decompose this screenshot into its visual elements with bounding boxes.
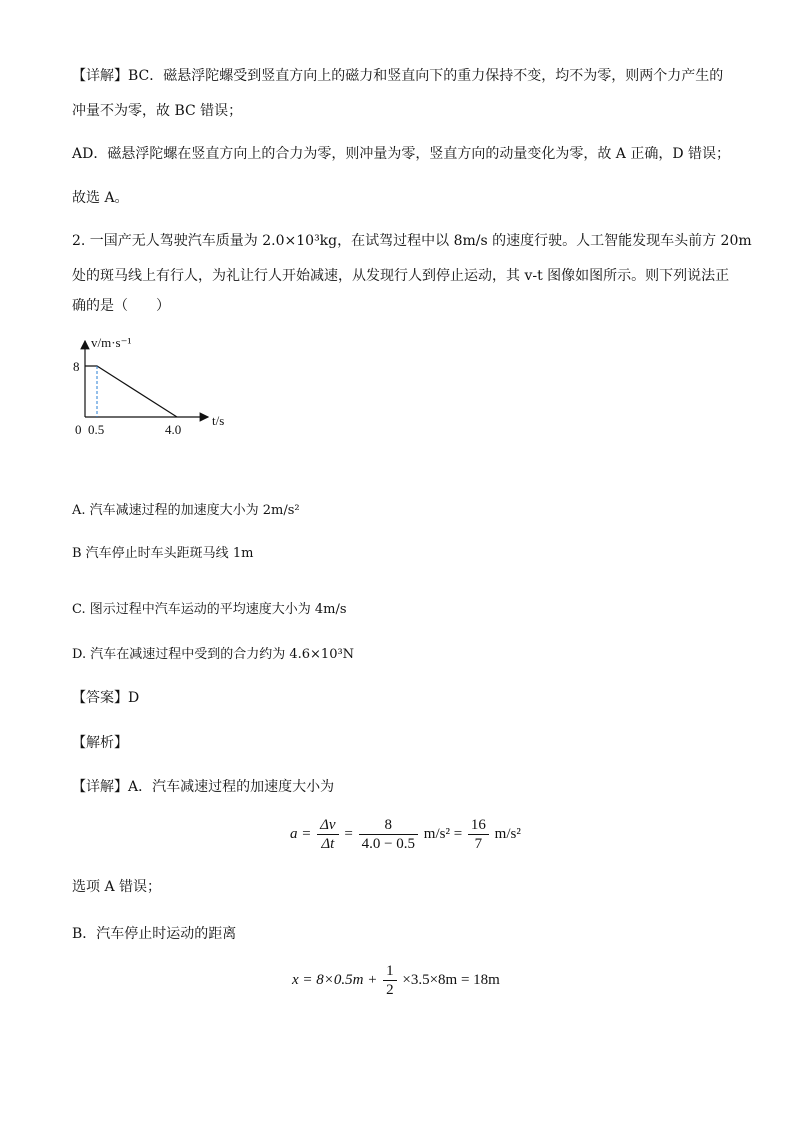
eq1-unit: m/s² = bbox=[423, 825, 463, 842]
conclusion-line: 故选 A。 bbox=[72, 190, 129, 206]
eq2-lhs: x = 8×0.5m + bbox=[292, 971, 378, 988]
answer-label: 【答案】D bbox=[72, 690, 140, 706]
acceleration-equation bbox=[290, 816, 521, 853]
option-c: C. 图示过程中汽车运动的平均速度大小为 4m/s bbox=[72, 602, 347, 617]
y-tick-8: 8 bbox=[73, 359, 80, 374]
eq2-rhs: ×3.5×8m = 18m bbox=[402, 971, 500, 988]
eq1-frac-2 bbox=[359, 816, 418, 853]
eq2-den: 2 bbox=[386, 982, 394, 998]
explanation-line-2: 冲量不为零，故 BC 错误； bbox=[72, 103, 243, 119]
eq1-den1: Δt bbox=[321, 836, 335, 852]
y-axis-label: v/m·s⁻¹ bbox=[91, 335, 132, 350]
detail-a-line: 【详解】A．汽车减速过程的加速度大小为 bbox=[72, 779, 335, 795]
detail-b-line: B．汽车停止时运动的距离 bbox=[72, 926, 237, 942]
analysis-label: 【解析】 bbox=[72, 735, 128, 751]
option-b: B 汽车停止时车头距斑马线 1m bbox=[72, 546, 254, 561]
x-axis-label: t/s bbox=[212, 413, 225, 428]
vt-graph bbox=[70, 335, 230, 440]
eq1-den3: 7 bbox=[474, 836, 483, 852]
velocity-line bbox=[85, 366, 177, 417]
x-tick-4-0: 4.0 bbox=[165, 422, 182, 437]
origin-label: 0 bbox=[75, 422, 82, 437]
question-line-3: 确的是（ ） bbox=[72, 298, 170, 314]
option-a: A. 汽车减速过程的加速度大小为 2m/s² bbox=[72, 503, 300, 518]
explanation-line-1: 【详解】BC．磁悬浮陀螺受到竖直方向上的磁力和竖直向下的重力保持不变，均不为零，则两个力产生的 bbox=[72, 68, 724, 84]
eq2-frac bbox=[383, 962, 397, 999]
eq1-frac-1 bbox=[317, 816, 338, 853]
eq2-num: 1 bbox=[383, 962, 397, 981]
x-tick-0-5: 0.5 bbox=[88, 422, 105, 437]
distance-equation bbox=[292, 962, 500, 999]
eq1-lhs: a = bbox=[290, 825, 312, 842]
eq1-num2: 8 bbox=[359, 816, 418, 835]
result-a-line: 选项 A 错误； bbox=[72, 879, 162, 895]
eq1-equals: = bbox=[344, 825, 353, 842]
question-line-2: 处的斑马线上有行人，为礼让行人开始减速，从发现行人到停止运动，其 v-t 图像如图所示。则下列说法正 bbox=[72, 268, 730, 284]
eq1-num3: 16 bbox=[468, 816, 489, 835]
eq1-unit-2: m/s² bbox=[494, 825, 521, 842]
option-d: D. 汽车在减速过程中受到的合力约为 4.6×10³N bbox=[72, 647, 355, 662]
explanation-line-3: AD．磁悬浮陀螺在竖直方向上的合力为零，则冲量为零，竖直方向的动量变化为零，故 A 正确，D 错误； bbox=[72, 146, 731, 162]
question-line-1: 2. 一国产无人驾驶汽车质量为 2.0×10³kg，在试驾过程中以 8m/s 的速度行驶。人工智能发现车头前方 20m bbox=[72, 233, 752, 249]
eq1-den2: 4.0 − 0.5 bbox=[361, 836, 416, 852]
eq1-num1: Δv bbox=[317, 816, 338, 835]
eq1-frac-3 bbox=[468, 816, 489, 853]
